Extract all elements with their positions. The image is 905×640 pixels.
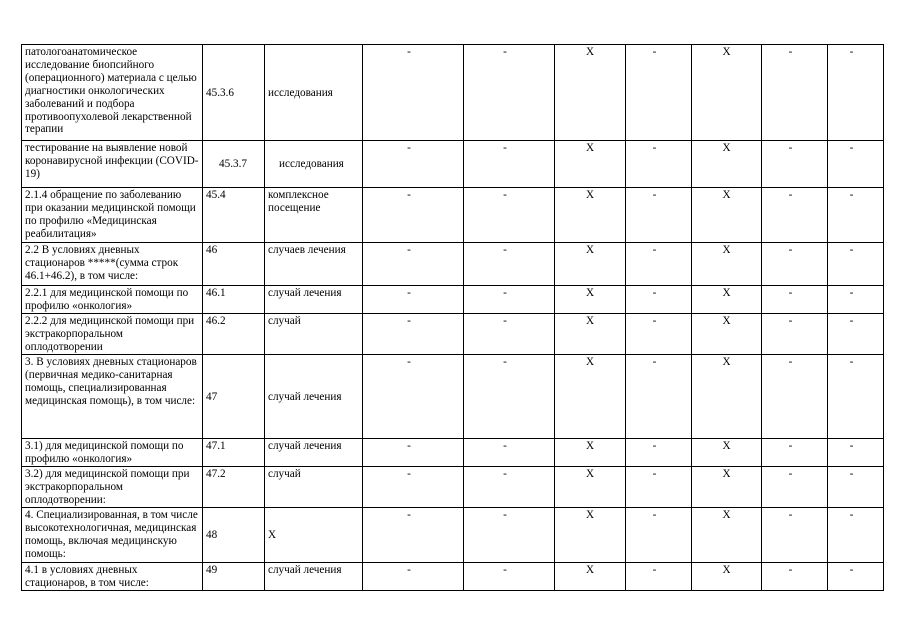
row-value-cell [363,314,464,355]
value-mark: - [788,508,793,521]
row-value-cell [363,141,464,188]
row-value-cell [464,45,555,141]
row-value-cell [762,507,828,562]
row-value-cell [464,314,555,355]
row-unit-cell: случай [265,314,363,355]
row-value-cell [555,141,626,188]
value-mark: Х [722,356,731,368]
row-value-cell [555,439,626,467]
value-mark: - [849,287,854,299]
row-value-cell [762,286,828,314]
row-value-cell [692,439,762,467]
value-mark: - [788,467,793,480]
row-value-cell [464,355,555,439]
row-value-cell [626,286,692,314]
value-mark: - [652,244,657,256]
table-row [22,439,884,467]
row-value-cell [555,314,626,355]
row-value-cell [828,466,884,507]
row-value-cell [626,314,692,355]
value-mark: - [407,440,411,452]
value-mark: - [407,356,411,368]
row-value-cell [828,141,884,188]
row-value-cell [828,562,884,590]
row-value-cell [363,466,464,507]
value-mark: - [788,440,793,452]
value-mark: - [652,563,657,576]
row-value-cell [762,45,828,141]
row-value-cell [692,314,762,355]
table-row [22,243,884,286]
row-value-cell [762,188,828,243]
row-value-cell [555,45,626,141]
row-code-cell: 49 [203,562,265,590]
value-mark: - [503,142,507,154]
row-name-cell: 2.2.1 для медицинской помощи по профилю «онкология» [22,286,203,314]
value-mark: - [407,467,411,480]
row-value-cell [692,562,762,590]
row-value-cell [555,507,626,562]
row-unit-cell: случай лечения [265,562,363,590]
value-mark: Х [585,244,595,256]
value-mark: - [652,189,657,201]
row-value-cell [363,439,464,467]
row-value-cell [555,286,626,314]
table-row [22,45,884,141]
value-mark: - [652,287,657,299]
value-mark: - [849,563,854,576]
row-value-cell [828,188,884,243]
value-mark: Х [585,440,595,452]
row-value-cell [464,466,555,507]
row-value-cell [363,45,464,141]
row-unit-cell: случаев лечения [265,243,363,286]
table-row [22,562,884,590]
value-mark: Х [722,244,731,256]
value-mark: - [503,563,507,576]
row-name-cell: патологоанатомическое исследование биопсийного (операционного) материала с целью диагностики онкологических заболеваний и подбора противоопухолевой лекарственной терапии [22,45,203,141]
row-value-cell [626,141,692,188]
table-row [22,188,884,243]
row-value-cell [692,141,762,188]
value-mark: - [503,356,507,368]
value-mark: Х [585,142,595,154]
value-mark: - [407,563,411,576]
value-mark: - [407,287,411,299]
value-mark: - [849,356,854,368]
table-row [22,466,884,507]
value-mark: Х [722,315,731,327]
row-code-cell: 47 [203,355,265,439]
row-value-cell [363,507,464,562]
row-code-cell: 45.3.6 [203,45,265,141]
value-mark: - [788,142,793,154]
row-unit-cell: случай [265,466,363,507]
row-code-cell: 47.1 [203,439,265,467]
row-value-cell [762,314,828,355]
value-mark: Х [585,287,595,299]
table-row [22,314,884,355]
row-value-cell [555,355,626,439]
table-row [22,355,884,439]
row-unit-cell: исследования [265,45,363,141]
row-value-cell [828,507,884,562]
row-value-cell [828,286,884,314]
value-mark: - [503,315,507,327]
value-mark: Х [722,142,731,154]
value-mark: - [407,189,411,201]
row-name-cell: 2.1.4 обращение по заболеванию при оказании медицинской помощи по профилю «Медицинская реабилитация» [22,188,203,243]
row-value-cell [762,466,828,507]
value-mark: - [652,467,657,480]
value-mark: - [788,244,793,256]
row-value-cell [828,314,884,355]
row-value-cell [555,562,626,590]
volume-table [21,44,884,591]
row-value-cell [555,243,626,286]
row-name-cell: 2.2 В условиях дневных стационаров *****(сумма строк 46.1+46.2), в том числе: [22,243,203,286]
row-value-cell [762,141,828,188]
value-mark: - [652,508,657,521]
value-mark: - [652,46,657,58]
value-mark: - [407,508,411,521]
document-page [21,44,884,591]
row-value-cell [464,562,555,590]
row-name-cell: 3.1) для медицинской помощи по профилю «онкология» [22,439,203,467]
row-value-cell [626,507,692,562]
row-value-cell [828,45,884,141]
value-mark: - [503,508,507,521]
value-mark: - [849,467,854,480]
table-row [22,507,884,562]
row-name-cell: 4.1 в условиях дневных стационаров, в том числе: [22,562,203,590]
row-value-cell [626,355,692,439]
value-mark: - [849,189,854,201]
value-mark: - [788,189,793,201]
row-value-cell [464,243,555,286]
value-mark: - [849,244,854,256]
value-mark: - [407,46,411,58]
value-mark: - [788,46,793,58]
row-unit-cell: случай лечения [265,355,363,439]
value-mark: - [503,440,507,452]
row-value-cell [828,243,884,286]
row-name-cell: 3.2) для медицинской помощи при экстракорпоральном оплодотворении: [22,466,203,507]
row-value-cell [555,188,626,243]
value-mark: - [652,356,657,368]
value-mark: - [788,356,793,368]
table-row [22,141,884,188]
value-mark: Х [722,467,731,480]
value-mark: Х [722,287,731,299]
row-value-cell [363,355,464,439]
row-code-cell: 47.2 [203,466,265,507]
value-mark: - [503,189,507,201]
row-value-cell [464,286,555,314]
value-mark: - [407,244,411,256]
value-mark: - [849,440,854,452]
value-mark: - [788,315,793,327]
row-unit-cell: Х [265,507,363,562]
row-value-cell [692,188,762,243]
value-mark: Х [722,440,731,452]
value-mark: Х [585,356,595,368]
row-value-cell [626,45,692,141]
value-mark: - [849,315,854,327]
value-mark: Х [585,467,595,480]
row-value-cell [626,562,692,590]
row-unit-cell: комплексное посещение [265,188,363,243]
row-value-cell [626,188,692,243]
row-name-cell: тестирование на выявление новой коронавирусной инфекции (COVID-19) [22,141,203,188]
value-mark: Х [722,508,731,521]
row-value-cell [555,466,626,507]
row-value-cell [626,243,692,286]
value-mark: - [652,142,657,154]
row-value-cell [692,466,762,507]
value-mark: - [788,563,793,576]
row-code-cell: 46.2 [203,314,265,355]
table-row [22,286,884,314]
row-value-cell [692,243,762,286]
row-code-cell: 45.4 [203,188,265,243]
row-value-cell [762,243,828,286]
value-mark: - [849,46,854,58]
row-value-cell [464,141,555,188]
value-mark: Х [722,189,731,201]
value-mark: Х [585,46,595,58]
row-value-cell [692,355,762,439]
row-value-cell [692,45,762,141]
row-unit-cell: случай лечения [265,439,363,467]
row-name-cell: 4. Специализированная, в том числе высокотехнологичная, медицинская помощь, включая медицинскую помощь: [22,507,203,562]
value-mark: - [503,467,507,480]
row-value-cell [762,562,828,590]
value-mark: - [503,287,507,299]
value-mark: - [849,508,854,521]
row-value-cell [363,188,464,243]
value-mark: Х [585,563,595,576]
value-mark: Х [722,46,731,58]
value-mark: Х [585,315,595,327]
row-name-cell: 2.2.2 для медицинской помощи при экстракорпоральном оплодотворении [22,314,203,355]
value-mark: - [503,244,507,256]
row-value-cell [626,439,692,467]
row-value-cell [762,355,828,439]
value-mark: Х [585,508,595,521]
value-mark: Х [585,189,595,201]
row-value-cell [626,466,692,507]
row-value-cell [464,507,555,562]
row-value-cell [464,439,555,467]
row-code-cell: 48 [203,507,265,562]
row-value-cell [828,439,884,467]
row-value-cell [363,286,464,314]
value-mark: Х [722,563,731,576]
value-mark: - [407,315,411,327]
table-body [22,45,884,591]
row-code-cell: 46.1 [203,286,265,314]
value-mark: - [503,46,507,58]
row-value-cell [363,243,464,286]
row-unit-cell: случай лечения [265,286,363,314]
row-value-cell [692,286,762,314]
value-mark: - [652,440,657,452]
value-mark: - [407,142,411,154]
value-mark: - [652,315,657,327]
row-unit-cell: исследования [265,141,363,188]
row-value-cell [363,562,464,590]
value-mark: - [849,142,854,154]
value-mark: - [788,287,793,299]
row-value-cell [828,355,884,439]
row-name-cell: 3. В условиях дневных стационаров (первичная медико-санитарная помощь, специализированная медицинская помощь), в том числе: [22,355,203,439]
row-value-cell [464,188,555,243]
row-value-cell [692,507,762,562]
row-value-cell [762,439,828,467]
row-code-cell: 45.3.7 [203,141,265,188]
row-code-cell: 46 [203,243,265,286]
